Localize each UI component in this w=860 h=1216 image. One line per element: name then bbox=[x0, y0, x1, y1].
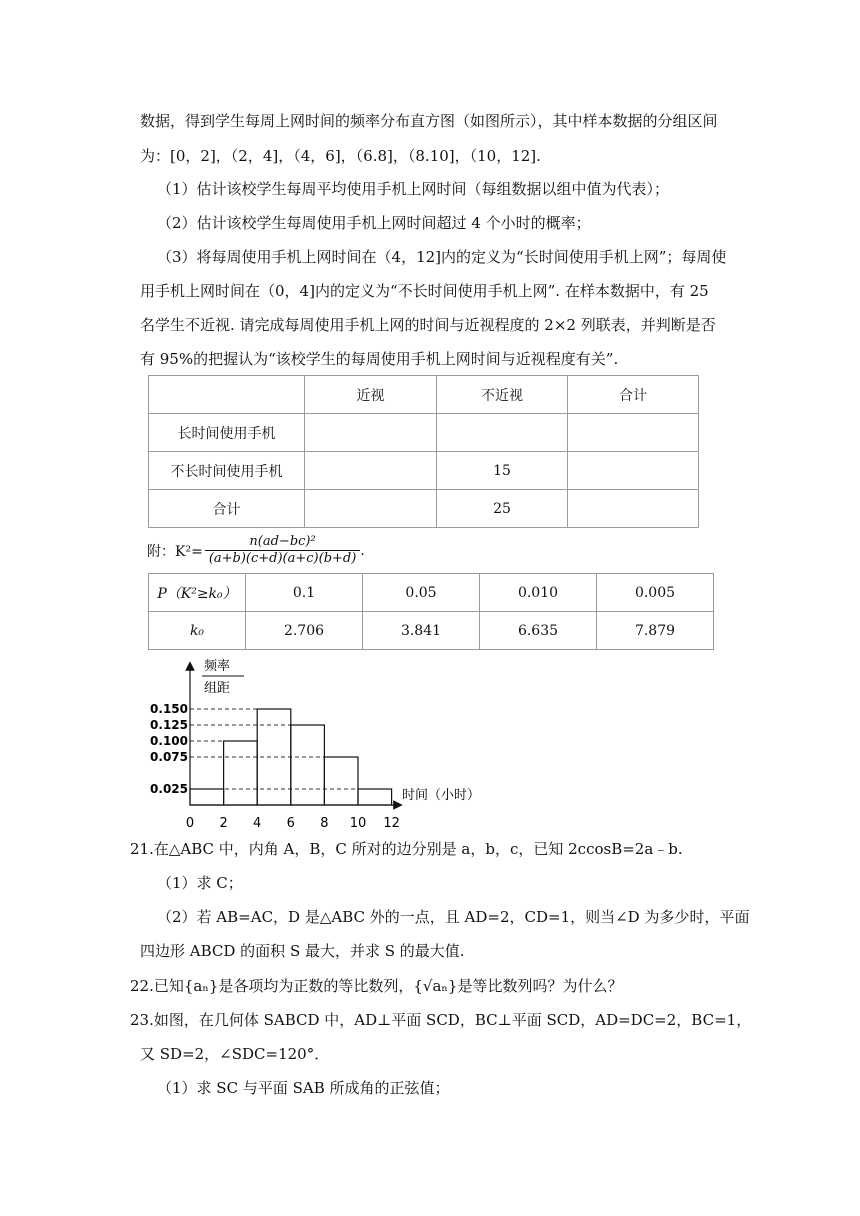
x-tick-label: 6 bbox=[286, 816, 295, 831]
y-label-top: 频率 bbox=[204, 659, 231, 674]
table-cell: 0.05 bbox=[363, 574, 480, 612]
y-tick-label: 0.125 bbox=[150, 718, 188, 732]
formula-numerator: n(ad−bc)² bbox=[249, 534, 316, 549]
table-cell: 15 bbox=[437, 452, 568, 490]
sub-question-3: （3）将每周使用手机上网时间在（4，12]内的定义为“长时间使用手机上网”；每周使 bbox=[157, 248, 727, 266]
table-header-cell bbox=[149, 376, 305, 414]
q21-part2-line2: 四边形 ABCD 的面积 S 最大，并求 S 的最大值. bbox=[140, 942, 465, 960]
table-cell: 0.005 bbox=[597, 574, 714, 612]
formula-denominator: (a+b)(c+d)(a+c)(b+d) bbox=[205, 550, 361, 567]
table-cell: 7.879 bbox=[597, 612, 714, 650]
sub-question-2: （2）估计该校学生每周使用手机上网时间超过 4 个小时的概率； bbox=[157, 214, 591, 232]
x-tick-label: 0 bbox=[185, 816, 195, 831]
intro-line-1: 数据，得到学生每周上网时间的频率分布直方图（如图所示），其中样本数据的分组区间 bbox=[140, 112, 718, 130]
formula-prefix: 附：K²= bbox=[147, 543, 203, 560]
q23-number: 23. bbox=[130, 1011, 154, 1029]
x-tick-label: 2 bbox=[219, 816, 228, 831]
q21-part2-line1: （2）若 AB=AC，D 是△ABC 外的一点，且 AD=2，CD=1，则当∠D 为多少时，平面 bbox=[157, 908, 750, 926]
histogram-bar bbox=[358, 789, 392, 805]
q22-number: 22. bbox=[130, 977, 154, 995]
histogram-bar bbox=[190, 789, 224, 805]
q3-continuation-2: 名学生不近视. 请完成每周使用手机上网的时间与近视程度的 2×2 列联表，并判断是否 bbox=[140, 316, 716, 334]
x-tick-label: 4 bbox=[253, 816, 262, 831]
q23-part1: （1）求 SC 与平面 SAB 所成角的正弦值； bbox=[157, 1079, 450, 1097]
table-cell: 2.706 bbox=[246, 612, 363, 650]
table-cell: 3.841 bbox=[363, 612, 480, 650]
table-cell: 合计 bbox=[149, 490, 305, 528]
table-header-cell: 合计 bbox=[568, 376, 699, 414]
table-cell bbox=[305, 490, 437, 528]
intro-line-2: 为：[0，2]，（2，4]，（4，6]，（6.8]，（8.10]，（10，12]. bbox=[140, 147, 541, 165]
table-row bbox=[149, 452, 699, 490]
table-row-label: P（K²≥k₀） bbox=[149, 574, 246, 612]
sub-question-1: （1）估计该校学生每周平均使用手机上网时间（每组数据以组中值为代表）； bbox=[157, 180, 670, 198]
q21-part1: （1）求 C； bbox=[157, 874, 243, 892]
table-header-cell: 近视 bbox=[305, 376, 437, 414]
x-tick-label: 12 bbox=[383, 816, 400, 831]
q22-stem bbox=[130, 975, 622, 997]
table-cell bbox=[568, 414, 699, 452]
y-tick-label: 0.100 bbox=[150, 734, 188, 748]
q21-number: 21. bbox=[130, 840, 154, 858]
contingency-table bbox=[148, 375, 699, 528]
table-cell bbox=[305, 452, 437, 490]
table-row bbox=[149, 612, 714, 650]
q22-text: 已知{aₙ}是各项均为正数的等比数列，{√aₙ}是等比数列吗？为什么？ bbox=[153, 977, 623, 995]
q21-text: 在△ABC 中，内角 A，B，C 所对的边分别是 a，b，c，已知 2ccosB=2a﹣b. bbox=[153, 840, 683, 858]
table-cell bbox=[568, 452, 699, 490]
table-row-label: k₀ bbox=[149, 612, 246, 650]
table-row bbox=[149, 414, 699, 452]
q3-continuation-1: 用手机上网时间在（0，4]内的定义为“不长时间使用手机上网”. 在样本数据中，有 25 bbox=[140, 282, 709, 300]
table-cell bbox=[305, 414, 437, 452]
table-row bbox=[149, 574, 714, 612]
y-tick-label: 0.025 bbox=[150, 782, 188, 796]
q23-stem-line1 bbox=[130, 1009, 751, 1031]
table-cell: 长时间使用手机 bbox=[149, 414, 305, 452]
table-cell bbox=[568, 490, 699, 528]
table-cell: 25 bbox=[437, 490, 568, 528]
q23-stem-line2: 又 SD=2，∠SDC=120°． bbox=[140, 1045, 330, 1063]
y-tick-label: 0.150 bbox=[150, 702, 188, 716]
histogram-bar bbox=[291, 725, 325, 805]
q3-continuation-3: 有 95%的把握认为“该校学生的每周使用手机上网时间与近视程度有关”. bbox=[140, 350, 619, 368]
y-label-bottom: 组距 bbox=[204, 681, 231, 696]
table-cell: 6.635 bbox=[480, 612, 597, 650]
x-axis-label: 时间（小时） bbox=[402, 788, 481, 803]
histogram-bar bbox=[324, 757, 358, 805]
x-tick-label: 8 bbox=[320, 816, 329, 831]
table-header-cell: 不近视 bbox=[437, 376, 568, 414]
formula-fraction bbox=[205, 534, 361, 567]
q23-text: 如图，在几何体 SABCD 中，AD⊥平面 SCD，BC⊥平面 SCD，AD=DC=2，BC=1， bbox=[153, 1011, 752, 1029]
x-tick-label: 10 bbox=[349, 816, 367, 831]
critical-value-table bbox=[148, 573, 714, 650]
y-tick-label: 0.075 bbox=[150, 750, 188, 764]
table-cell: 0.010 bbox=[480, 574, 597, 612]
histogram-chart bbox=[140, 652, 520, 837]
table-cell: 0.1 bbox=[246, 574, 363, 612]
table-row bbox=[149, 490, 699, 528]
q21-stem bbox=[130, 838, 683, 860]
formula-suffix: . bbox=[360, 542, 365, 559]
k-squared-formula bbox=[147, 534, 365, 567]
table-cell bbox=[437, 414, 568, 452]
table-cell: 不长时间使用手机 bbox=[149, 452, 305, 490]
histogram-bar bbox=[224, 741, 258, 805]
